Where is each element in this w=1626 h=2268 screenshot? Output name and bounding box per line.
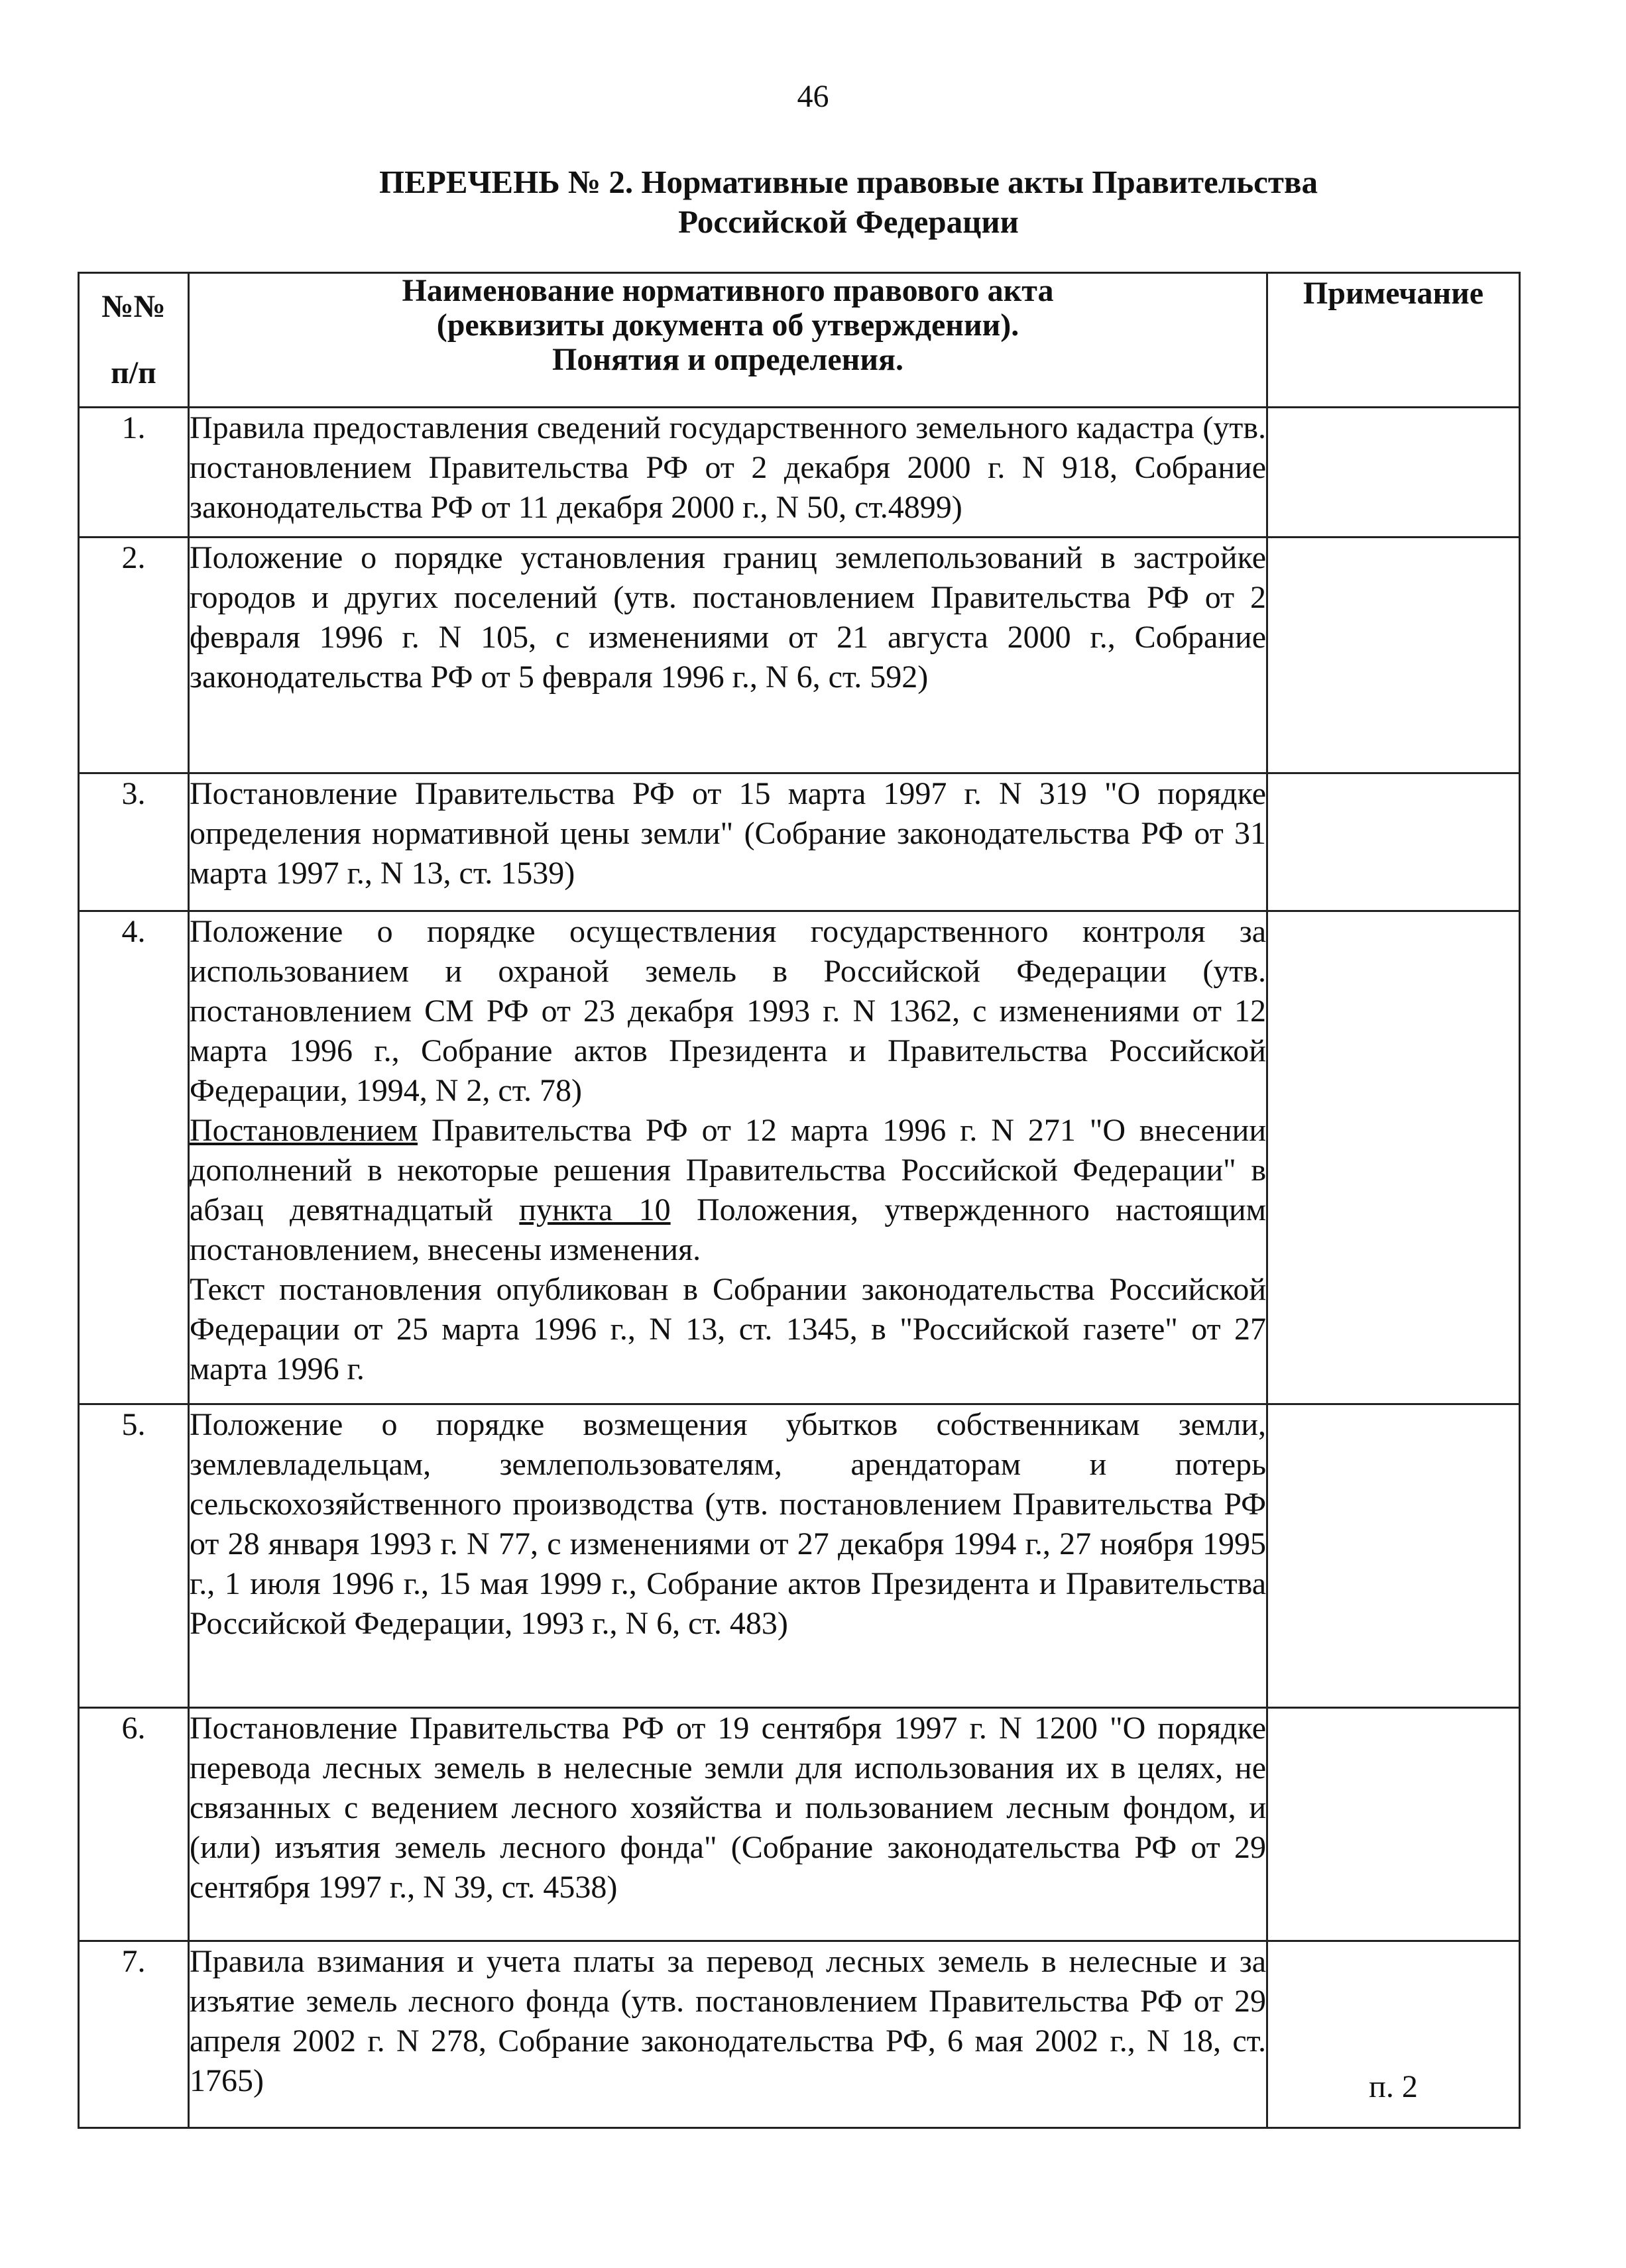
table-row <box>79 1708 1520 1941</box>
amendment-link[interactable]: Постановлением <box>190 1113 418 1148</box>
row-number: 3. <box>79 773 189 911</box>
page-title-line1: ПЕРЕЧЕНЬ № 2. Нормативные правовые акты Правительства <box>379 164 1318 200</box>
table-header-row <box>79 273 1520 408</box>
row-note <box>1267 773 1520 911</box>
header-name <box>189 273 1267 408</box>
row-text-body: Положение о порядке осуществления государственного контроля за использованием и охраной земель в Российской Федерации (утв. постановлением СМ РФ от 23 декабря 1993 г. N 1362, с изменениями от 12 марта 1996 г., Собрание актов Президента и Правительства Российской Федерации, 1994, N 2, ст. 78) <box>190 914 1266 1108</box>
page-title <box>199 162 1498 242</box>
table-row <box>79 1404 1520 1708</box>
publication-text: Текст постановления опубликован в Собрании законодательства Российской Федерации от 25 марта 1996 г., N 13, ст. 1345, в "Российской газете" от 27 марта 1996 г. <box>190 1272 1266 1387</box>
amendment-text-a: Правительства РФ от 12 марта 1996 г. N 271 "О внесении дополнений в некоторые решения Правительства Российской Федерации" в абзац девятнадцатый <box>190 1113 1266 1227</box>
header-note: Примечание <box>1267 273 1520 408</box>
row-note-text: п. 2 <box>1369 2069 1418 2104</box>
header-name-line1: Наименование нормативного правового акта <box>402 273 1054 308</box>
row-note <box>1267 1708 1520 1941</box>
row-number: 4. <box>79 911 189 1404</box>
table-row <box>79 1941 1520 2128</box>
row-note <box>1267 1941 1520 2128</box>
page-title-line2: Российской Федерации <box>678 203 1019 240</box>
header-number <box>79 273 189 408</box>
page-number: 46 <box>797 79 829 114</box>
row-text-body: Положение о порядке возмещения убытков собственникам земли, землевладельцам, землепользователям, арендаторам и потерь сельскохозяйственного производства (утв. постановлением Правительства РФ от 28 января 1993 г. N 77, с изменениями от 27 декабря 1994 г., 27 ноября 1995 г., 1 июля 1996 г., 15 мая 1999 г., Собрание актов Президента и Правительства Российской Федерации, 1993 г., N 6, ст. 483) <box>190 1407 1266 1641</box>
row-text <box>189 773 1267 911</box>
header-name-line3: Понятия и определения. <box>552 342 903 377</box>
row-note <box>1267 538 1520 773</box>
row-text <box>189 408 1267 538</box>
row-number: 7. <box>79 1941 189 2128</box>
acts-table <box>78 272 1521 2129</box>
row-text <box>189 911 1267 1404</box>
row-number: 1. <box>79 408 189 538</box>
row-text <box>189 1708 1267 1941</box>
row-number: 6. <box>79 1708 189 1941</box>
row-note <box>1267 408 1520 538</box>
row-text-body: Правила предоставления сведений государственного земельного кадастра (утв. постановлением Правительства РФ от 2 декабря 2000 г. N 918, Собрание законодательства РФ от 11 декабря 2000 г., N 50, ст.4899) <box>190 410 1266 525</box>
row-text-body: Положение о порядке установления границ землепользований в застройке городов и других поселений (утв. постановлением Правительства РФ от 2 февраля 1996 г. N 105, с изменениями от 21 августа 2000 г., Собрание законодательства РФ от 5 февраля 1996 г., N 6, ст. 592) <box>190 540 1266 695</box>
row-text-body: Постановление Правительства РФ от 15 марта 1997 г. N 319 "О порядке определения нормативной цены земли" (Собрание законодательства РФ от 31 марта 1997 г., N 13, ст. 1539) <box>190 776 1266 891</box>
table-row <box>79 408 1520 538</box>
row-note <box>1267 1404 1520 1708</box>
row-text <box>189 1404 1267 1708</box>
header-number-line1: №№ <box>101 289 166 324</box>
table-row <box>79 538 1520 773</box>
row-note <box>1267 911 1520 1404</box>
row-number: 5. <box>79 1404 189 1708</box>
header-name-line2: (реквизиты документа об утверждении). <box>436 308 1019 343</box>
row-text-body: Правила взимания и учета платы за перевод лесных земель в нелесные и за изъятие земель лесного фонда (утв. постановлением Правительства РФ от 29 апреля 2002 г. N 278, Собрание законодательства РФ, 6 мая 2002 г., N 18, ст. 1765) <box>190 1944 1266 2098</box>
amendment-text-b: Положения, утвержденного настоящим постановлением, внесены изменения. <box>190 1192 1266 1267</box>
amendment-text <box>190 1111 1266 1270</box>
clause-link[interactable]: пункта 10 <box>519 1192 671 1227</box>
header-number-line2: п/п <box>111 355 156 390</box>
table-row <box>79 911 1520 1404</box>
row-text <box>189 538 1267 773</box>
row-text-body: Постановление Правительства РФ от 19 сентября 1997 г. N 1200 "О порядке перевода лесных земель в нелесные земли для использования их в целях, не связанных с ведением лесного хозяйства и пользованием лесным фондом, и (или) изъятия земель лесного фонда" (Собрание законодательства РФ от 29 сентября 1997 г., N 39, ст. 4538) <box>190 1711 1266 1905</box>
row-text <box>189 1941 1267 2128</box>
row-number: 2. <box>79 538 189 773</box>
table-row <box>79 773 1520 911</box>
